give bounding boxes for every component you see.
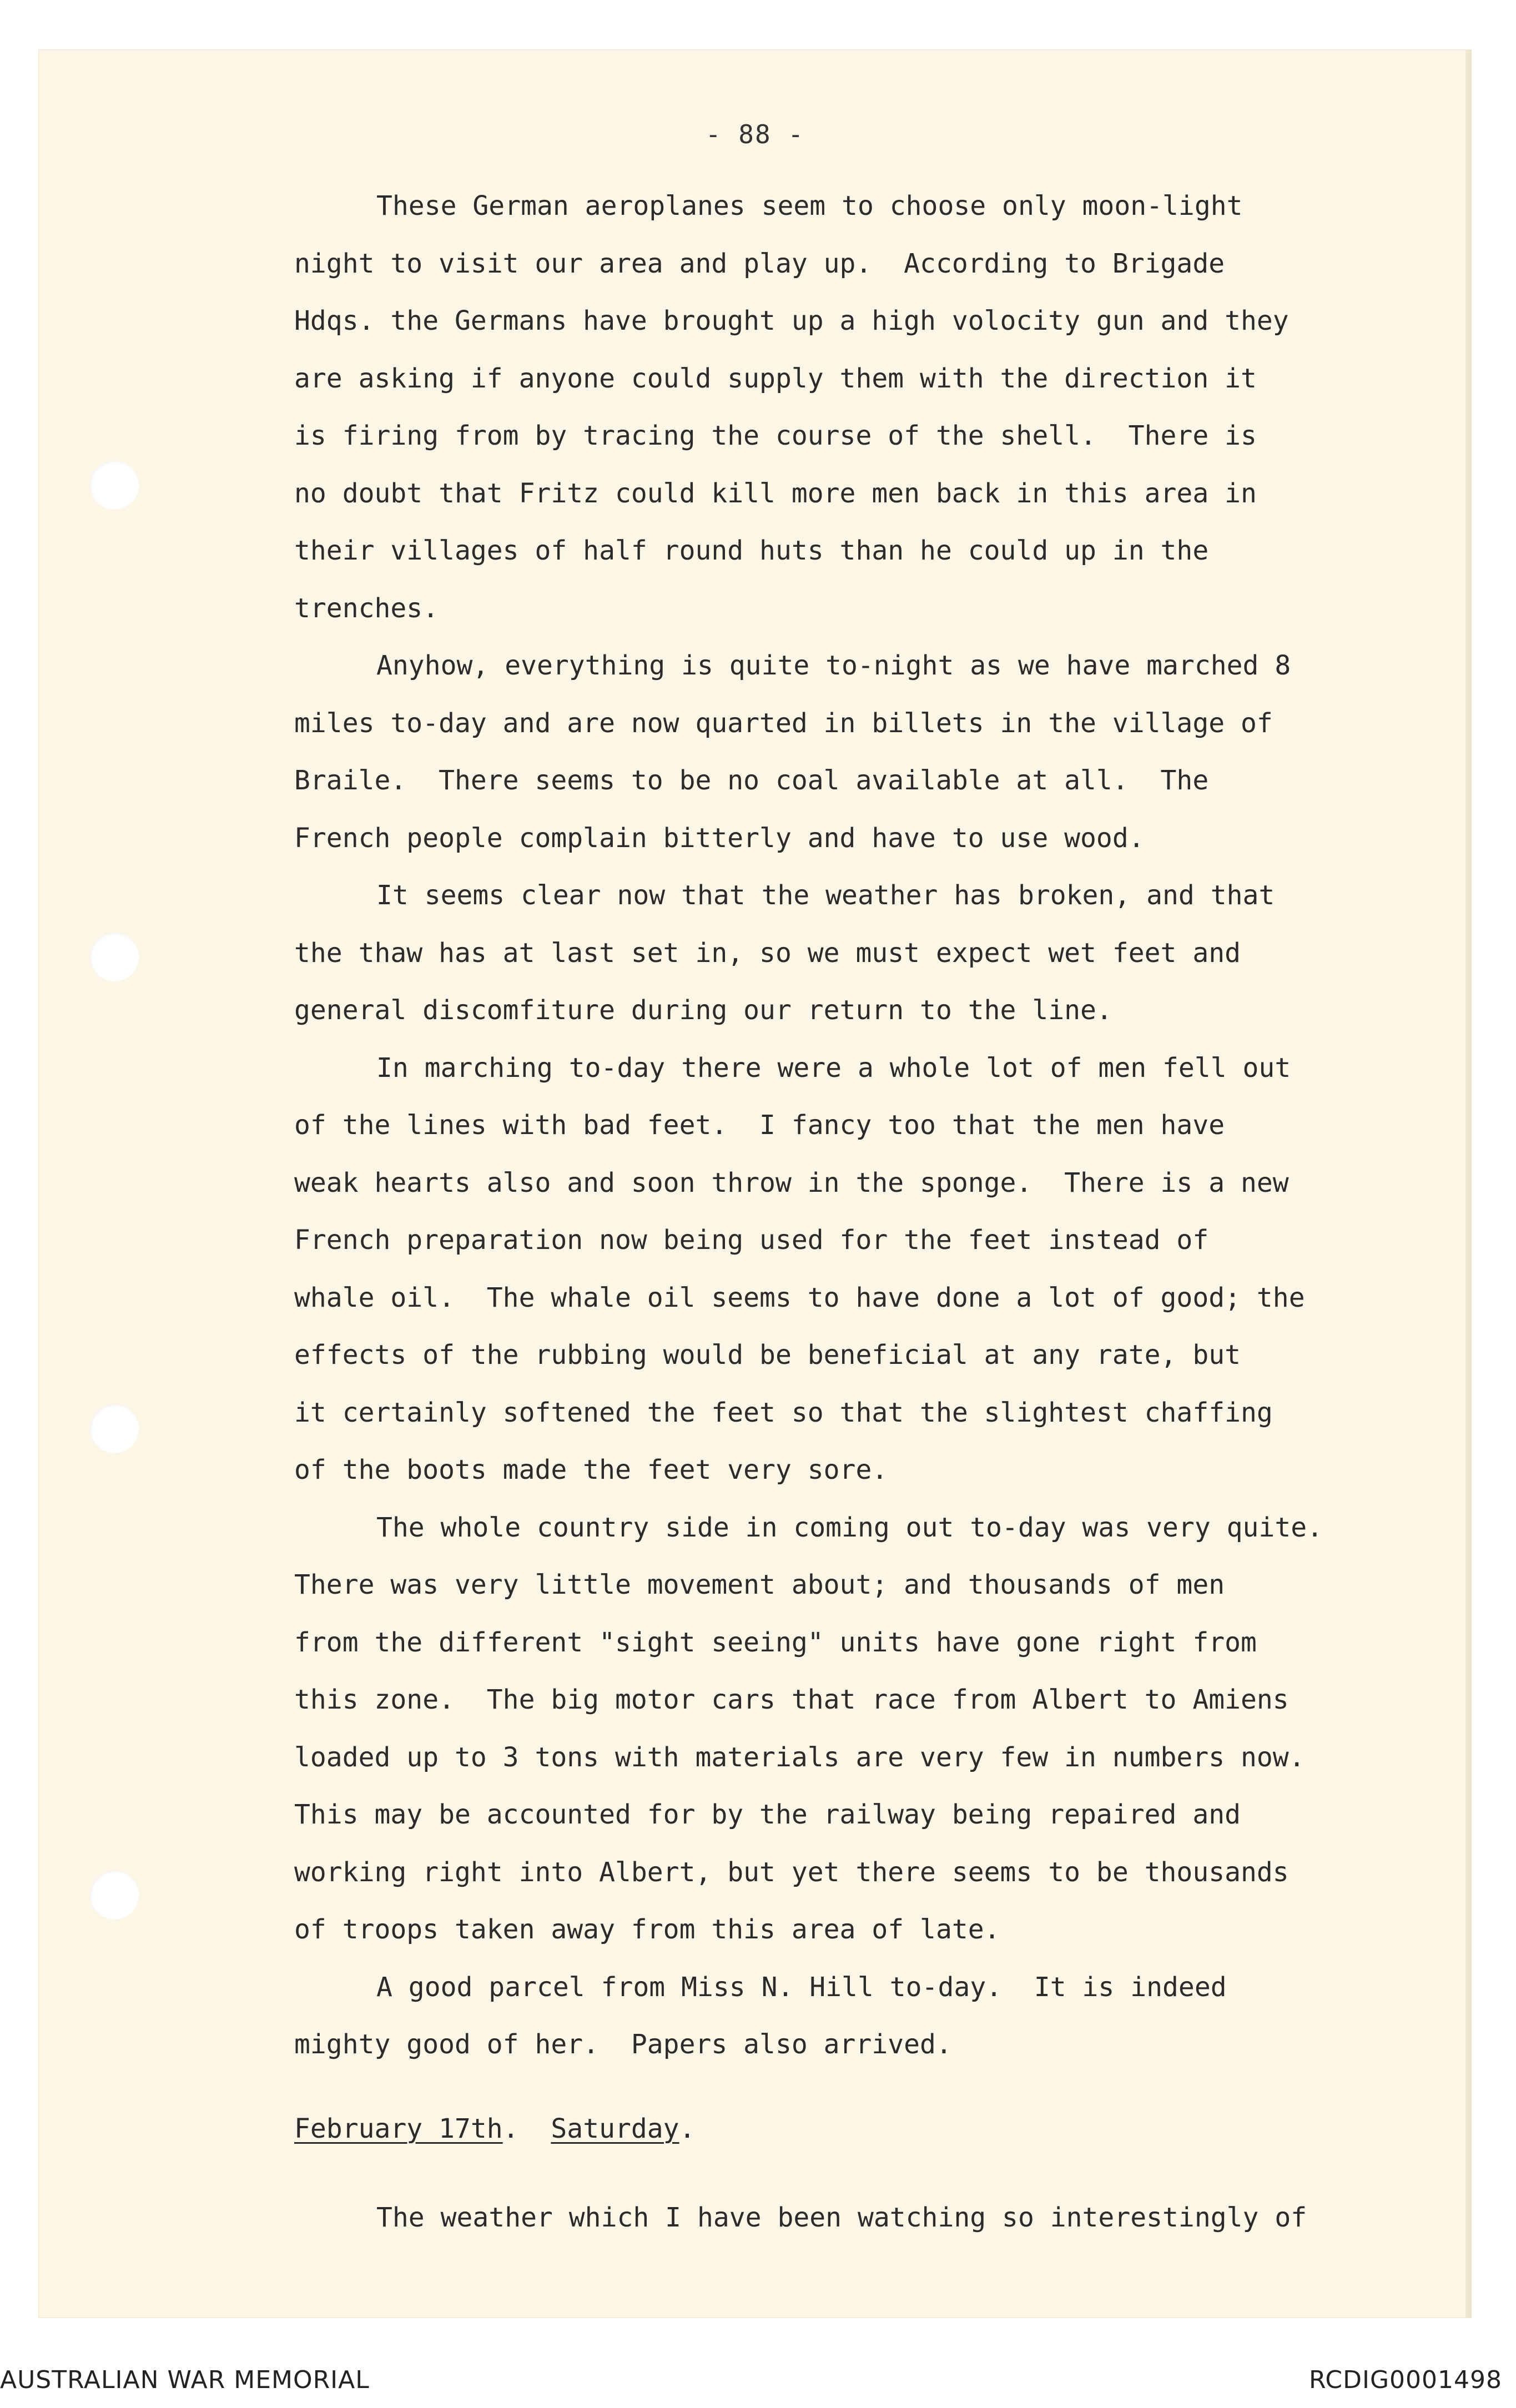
text-line: of the lines with bad feet. I fancy too that the men have [294, 1110, 1225, 1141]
entry-day: Saturday [551, 2113, 679, 2144]
text-line: There was very little movement about; and thousands of men [294, 1569, 1225, 1600]
spacer [294, 2074, 1471, 2100]
punch-hole [90, 1404, 139, 1453]
entry-date-separator: . [502, 2113, 551, 2144]
text-line: French people complain bitterly and have to use wood. [294, 822, 1145, 854]
text-line: The whole country side in coming out to-day was very quite. [376, 1512, 1323, 1543]
text-line: trenches. [294, 592, 439, 624]
text-line: working right into Albert, but yet there seems to be thousands [294, 1856, 1289, 1888]
text-line: whale oil. The whale oil seems to have done a lot of good; the [294, 1282, 1305, 1313]
footer-record-id: RCDIG0001498 [1308, 2366, 1502, 2394]
text-line: is firing from by tracing the course of the shell. There is [294, 420, 1257, 451]
footer-archive-name: AUSTRALIAN WAR MEMORIAL [0, 2366, 370, 2394]
text-line: weak hearts also and soon throw in the sponge. There is a new [294, 1167, 1289, 1198]
punch-hole [90, 1871, 139, 1920]
text-line: French preparation now being used for the feet instead of [294, 1225, 1209, 1256]
text-line: loaded up to 3 tons with materials are very few in numbers now. [294, 1741, 1305, 1773]
text-line: mighty good of her. Papers also arrived. [294, 2029, 952, 2060]
punch-hole [90, 933, 139, 981]
text-line: no doubt that Fritz could kill more men back in this area in [294, 477, 1257, 509]
entry-heading [294, 2100, 1471, 2189]
page-number: - 88 - [705, 119, 805, 149]
text-line: are asking if anyone could supply them with the direction it [294, 362, 1257, 394]
text-line: of the boots made the feet very sore. [294, 1454, 888, 1485]
text-line: it certainly softened the feet so that the slightest chaffing [294, 1397, 1273, 1428]
entry-day-end: . [679, 2113, 696, 2144]
text-line: from the different "sight seeing" units have gone right from [294, 1626, 1257, 1658]
punch-hole [90, 461, 139, 510]
text-line: This may be accounted for by the railway being repaired and [294, 1799, 1241, 1830]
entry-date: February 17th [294, 2113, 503, 2144]
diary-text [294, 178, 1471, 2246]
text-line: It seems clear now that the weather has broken, and that [376, 880, 1275, 911]
text-line: Braile. There seems to be no coal available at all. The [294, 765, 1209, 796]
text-line: the thaw has at last set in, so we must expect wet feet and [294, 937, 1241, 969]
text-line: Anyhow, everything is quite to-night as we have marched 8 [376, 650, 1291, 681]
text-line: night to visit our area and play up. According to Brigade [294, 248, 1225, 279]
text-line: general discomfiture during our return to the line. [294, 995, 1112, 1026]
text-line: this zone. The big motor cars that race from Albert to Amiens [294, 1684, 1289, 1715]
text-line: A good parcel from Miss N. Hill to-day. It is indeed [376, 1971, 1227, 2003]
text-line: effects of the rubbing would be beneficial at any rate, but [294, 1339, 1241, 1371]
text-line: Hdqs. the Germans have brought up a high volocity gun and they [294, 305, 1289, 336]
text-line: their villages of half round huts than he could up in the [294, 535, 1209, 566]
text-line: of troops taken away from this area of late. [294, 1914, 1000, 1945]
text-line: The weather which I have been watching so interestingly of [376, 2202, 1307, 2233]
text-line: In marching to-day there were a whole lot of men fell out [376, 1052, 1291, 1084]
text-line: miles to-day and are now quarted in billets in the village of [294, 707, 1273, 739]
text-line: These German aeroplanes seem to choose only moon-light [376, 190, 1243, 221]
